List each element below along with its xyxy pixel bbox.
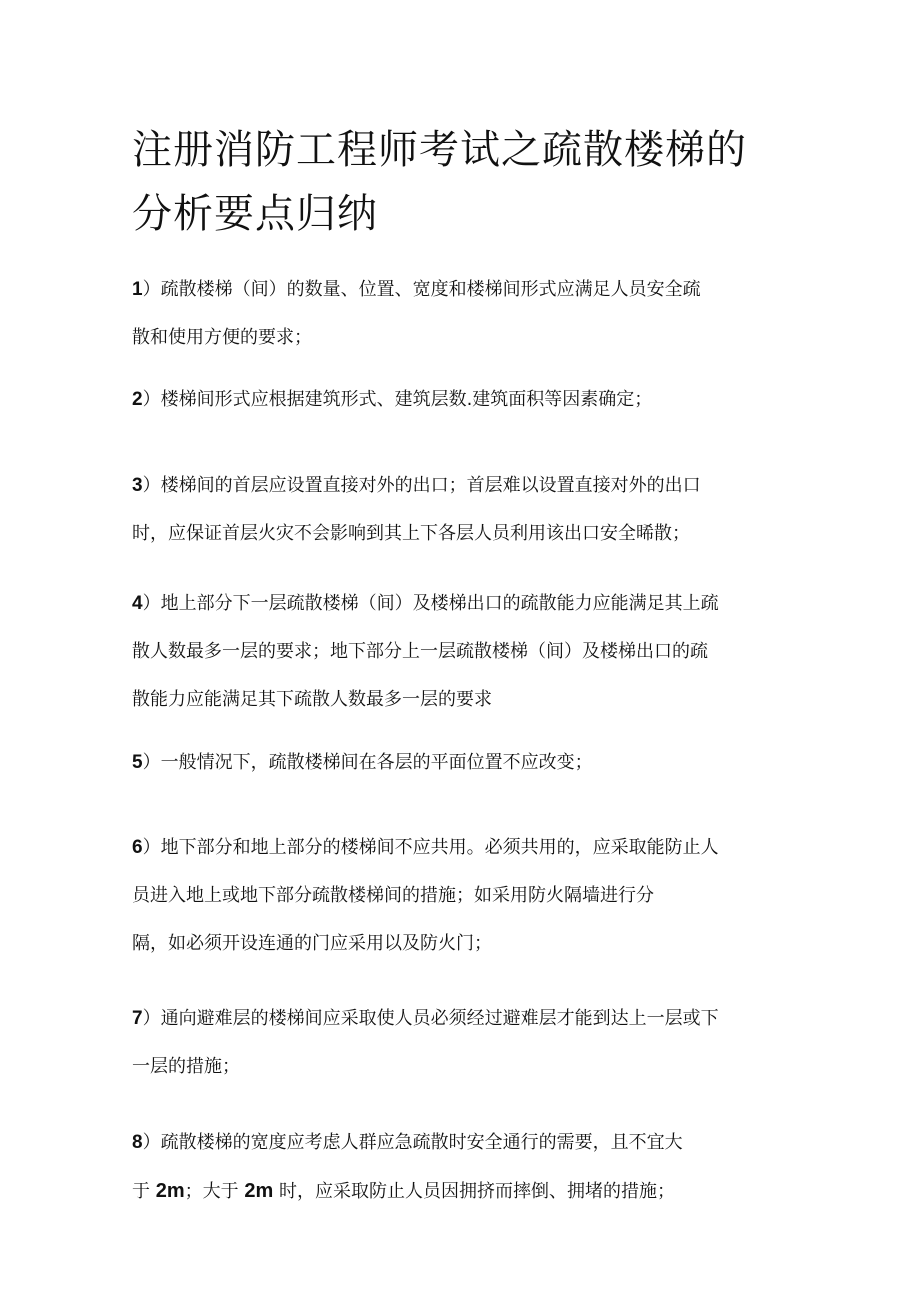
item-number: 6 (132, 837, 143, 858)
list-item-4 (132, 580, 812, 724)
document-title (132, 118, 812, 246)
item-number: 7 (132, 1008, 143, 1029)
item-text: ）一般情况下，疏散楼梯间在各层的平面位置不应改变； (142, 752, 593, 773)
item-text: 于 (132, 1181, 156, 1202)
list-item-2 (132, 388, 812, 412)
item-text: 时，应采取防止人员因拥挤而摔倒、拥堵的措施； (273, 1181, 676, 1202)
item-text: 员进入地上或地下部分疏散楼梯间的措施；如采用防火隔墙进行分 (132, 885, 654, 906)
list-item-7 (132, 995, 812, 1091)
item-text: 散人数最多一层的要求；地下部分上一层疏散楼梯（间）及楼梯出口的疏 (132, 641, 708, 662)
width-value: 2m (155, 1180, 185, 1202)
title-line-2: 分析要点归纳 (132, 191, 378, 237)
item-text: ）通向避难层的楼梯间应采取使人员必须经过避难层才能到达上一层或下 (142, 1008, 719, 1029)
item-number: 3 (132, 475, 143, 496)
list-item-8 (132, 1119, 812, 1215)
item-text: ；大于 (184, 1181, 245, 1202)
item-number: 8 (132, 1132, 143, 1153)
item-text: ）地上部分下一层疏散楼梯（间）及楼梯出口的疏散能力应能满足其上疏 (142, 593, 719, 614)
title-line-1: 注册消防工程师考试之疏散楼梯的 (132, 127, 747, 173)
list-item-6 (132, 824, 812, 968)
item-number: 4 (132, 593, 143, 614)
item-number: 2 (132, 389, 143, 410)
item-text: ）疏散楼梯（间）的数量、位置、宽度和楼梯间形式应满足人员安全疏 (142, 279, 701, 300)
item-text: 一层的措施； (132, 1056, 240, 1077)
item-number: 1 (132, 279, 143, 300)
item-text: ）疏散楼梯的宽度应考虑人群应急疏散时安全通行的需要，且不宜大 (142, 1132, 683, 1153)
item-text: 散和使用方便的要求； (132, 327, 312, 348)
item-text: 隔，如必须开设连通的门应采用以及防火门； (132, 933, 492, 954)
item-text: ）楼梯间形式应根据建筑形式、建筑层数.建筑面积等因素确定； (142, 389, 653, 410)
list-item-1 (132, 266, 812, 362)
width-value: 2m (244, 1180, 274, 1202)
item-number: 5 (132, 752, 143, 773)
item-text: ）地下部分和地上部分的楼梯间不应共用。必须共用的，应采取能防止人 (142, 837, 719, 858)
item-text: ）楼梯间的首层应设置直接对外的出口；首层难以设置直接对外的出口 (142, 475, 701, 496)
list-item-5 (132, 751, 812, 775)
item-text: 时，应保证首层火灾不会影响到其上下各层人员利用该出口安全晞散； (132, 523, 690, 544)
list-item-3 (132, 462, 812, 558)
item-text: 散能力应能满足其下疏散人数最多一层的要求 (132, 689, 492, 710)
